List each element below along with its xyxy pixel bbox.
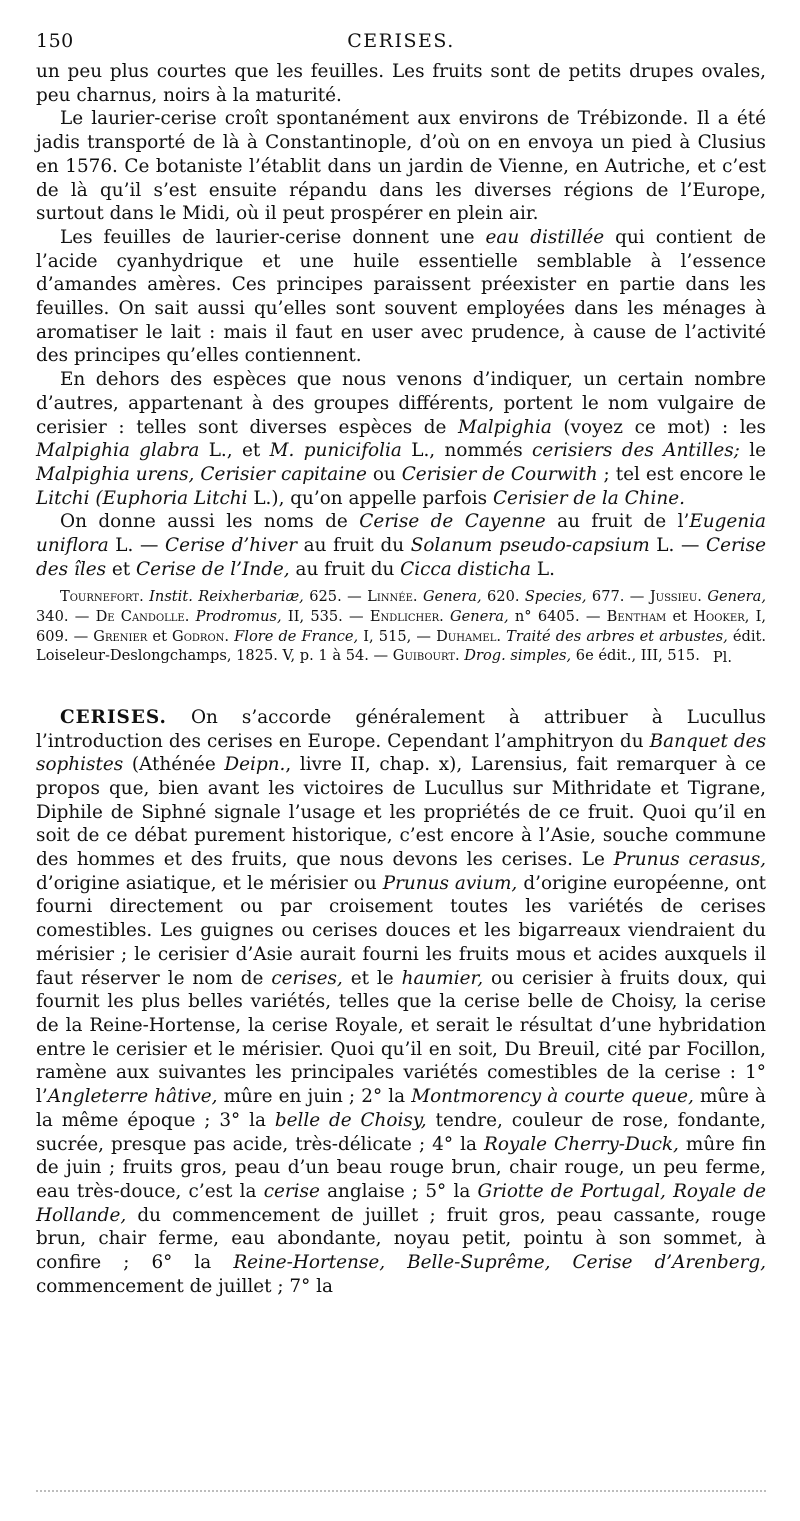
text-run: tendre, couleur de rose, fondante, sucrée, presque pas acide, très-délicate ; 4° la bbox=[36, 1109, 767, 1155]
paragraph-cerise-names bbox=[36, 510, 766, 581]
text-run: au fruit du bbox=[297, 535, 411, 557]
author-name: Endlicher bbox=[369, 608, 440, 626]
text-run: , I, 609. — bbox=[36, 608, 767, 645]
text-run: commencement de juillet ; 7° la bbox=[36, 1275, 334, 1297]
italic-run: Eugenia uniflora bbox=[36, 511, 766, 557]
text-run: L., nommés bbox=[401, 440, 533, 462]
italic-run: Cerise de l’Inde, bbox=[136, 558, 290, 580]
italic-run: Flore de France, bbox=[234, 627, 359, 645]
italic-run: Genera, bbox=[707, 588, 766, 606]
text-run: mûre à la même époque ; 3° la bbox=[36, 1086, 766, 1131]
italic-run: Prunus avium, bbox=[382, 872, 518, 894]
text-run: ; tel est encore le bbox=[597, 463, 767, 485]
text-run: anglaise ; 5° la bbox=[319, 1180, 478, 1202]
italic-run: Genera, bbox=[422, 588, 482, 606]
article-cerises bbox=[36, 706, 766, 1299]
italic-run: Drog. simples, bbox=[464, 647, 572, 665]
author-signature: Pl. bbox=[712, 648, 732, 666]
paragraph-other-species bbox=[36, 368, 766, 510]
text-run: . bbox=[184, 608, 196, 626]
text-run: . bbox=[224, 627, 235, 645]
text-run: d’origine asiatique, et le mérisier ou bbox=[36, 872, 383, 894]
text-run: 340. — bbox=[36, 608, 96, 626]
paragraph-origin bbox=[36, 107, 766, 226]
italic-run: Genera, bbox=[450, 608, 509, 626]
author-name: Jussieu bbox=[649, 588, 698, 606]
italic-run: Griotte de Portugal, Royale de Hollande, bbox=[36, 1180, 766, 1226]
italic-run: Cerisier de la Chine. bbox=[492, 487, 685, 509]
text-run: En dehors des espèces que nous venons d’indiquer, un certain nombre d’autres, appartenant à des groupes différents, portent le nom vulgaire de cerisier : telles sont diverses espèces de bbox=[36, 369, 766, 438]
text-run: 677. — bbox=[586, 588, 650, 606]
text-run: et le bbox=[342, 967, 402, 989]
italic-run: Cerise des îles bbox=[36, 535, 766, 580]
italic-run: Prodromus, bbox=[195, 608, 282, 626]
text-run: . bbox=[412, 588, 423, 606]
text-run: n° 6405. — bbox=[508, 608, 607, 626]
text-run: mûre en juin ; 2° la bbox=[217, 1086, 412, 1108]
text-run: . bbox=[139, 588, 150, 606]
document-page bbox=[36, 30, 766, 1298]
paragraph-distilled-water bbox=[36, 226, 766, 368]
text-run: L. — bbox=[649, 535, 706, 557]
author-name: Godron bbox=[172, 627, 225, 645]
author-name: Linnée bbox=[367, 588, 413, 606]
italic-run: belle de Choisy, bbox=[274, 1109, 427, 1131]
text-run: et bbox=[147, 627, 173, 645]
text-run: au fruit de l’ bbox=[545, 511, 690, 533]
text-run: II, 535. — bbox=[281, 608, 370, 626]
italic-run: Montmorency à courte queue, bbox=[411, 1086, 694, 1108]
text-run: . bbox=[439, 608, 450, 626]
text-run: . bbox=[697, 588, 708, 606]
text-run: 6e édit., III, 515. bbox=[571, 647, 700, 665]
author-name: Bentham bbox=[606, 608, 667, 626]
italic-run: Cerise d’hiver bbox=[165, 535, 298, 557]
italic-run: cerisiers des Antilles; bbox=[532, 440, 740, 462]
italic-run: Litchi (Euphoria Litchi bbox=[36, 487, 248, 509]
page-header bbox=[36, 30, 766, 60]
italic-run: Reine-Hortense, Belle-Suprême, Cerise d’Arenberg, bbox=[233, 1252, 766, 1274]
running-title: CERISES. bbox=[347, 30, 455, 52]
italic-run: Malpighia bbox=[458, 416, 552, 438]
italic-run: haumier, bbox=[401, 967, 484, 989]
text-run: qui contient de l’acide cyanhydrique et une huile essentielle semblable à l’essence d’amandes amères. Ces principes paraissent préexister en partie dans les feuilles. On sait aussi qu’elles sont souvent employées dans les ménages à aromatiser le lait : mais il faut en user avec prudence, à cause de l’activité des principes qu’elles contiennent. bbox=[36, 226, 767, 367]
text-run: le bbox=[739, 440, 767, 462]
italic-run: M. punicifolia bbox=[269, 440, 402, 462]
author-name: Tournefort bbox=[60, 588, 140, 606]
paragraph-continuation bbox=[36, 60, 766, 107]
italic-run: Malpighia glabra bbox=[36, 440, 200, 462]
italic-run: Species, bbox=[524, 588, 587, 606]
italic-run: Solanum pseudo-capsium bbox=[410, 535, 650, 557]
italic-run: Cicca disticha bbox=[400, 558, 532, 580]
italic-run: Instit. Reixherbariæ, bbox=[149, 588, 304, 606]
text-run: On donne aussi les noms de bbox=[60, 511, 360, 533]
text-run: L.), qu’on appelle parfois bbox=[247, 487, 493, 509]
page-number: 150 bbox=[36, 30, 74, 52]
text-run: L. — bbox=[108, 535, 166, 557]
author-name: Grenier bbox=[93, 627, 148, 645]
text-run: (voyez ce mot) : les bbox=[551, 416, 766, 438]
author-name: Hooker bbox=[693, 608, 745, 626]
text-run: , livre II, chap. x), Larensius, fait remarquer à ce propos que, bien avant les victoires de Lucullus sur Mithridate et Tigrane, Diphile de Siphné signale l’usage et les propriétés de ce fruit. Quoi qu’il en soit de ce débat purement historique, c’est encore à l’Asie, souche commune des hommes et des fruits, que nous devons les cerises. Le bbox=[36, 754, 766, 871]
text-run: mûre fin de juin ; fruits gros, peau d’un beau rouge brun, chair rouge, un peu ferme, eau très-douce, c’est la bbox=[36, 1133, 766, 1202]
italic-run: Angleterre hâtive, bbox=[47, 1086, 218, 1108]
italic-run: Cerisier de Courwith bbox=[401, 463, 598, 485]
text-run: d’origine européenne, ont fourni directement ou par croisement toutes les variétés de cerises comestibles. Les guignes ou cerises douces et les bigarreaux viendraient du mérisier ; le cerisier d’Asie aurait fourni les fruits mous et acides auxquels il faut réserver le nom de bbox=[36, 872, 766, 989]
text-run: édit. Loiseleur-Deslongchamps, 1825. V, p. 1 à 54. — bbox=[36, 627, 766, 665]
bottom-rule bbox=[36, 1490, 766, 1492]
text-run: Le laurier-cerise croît spontanément aux environs de Trébizonde. Il a été jadis transporté de là à Constantinople, d’où on en envoya un pied à Clusius en 1576. Ce botaniste l’établit dans un jardin de Vienne, en Autriche, et c’est de là qu’il s’est ensuite répandu dans les diverses régions de l’Europe, surtout dans le Midi, où il peut prospérer en plein air. bbox=[36, 108, 766, 225]
italic-run: Malpighia urens, Cerisier capitaine bbox=[36, 463, 367, 485]
italic-run: Royale Cherry-Duck, bbox=[483, 1133, 679, 1155]
text-run: . bbox=[455, 647, 465, 665]
text-run: L., et bbox=[199, 440, 270, 462]
text-run: 625. — bbox=[303, 588, 368, 606]
section-gap bbox=[36, 666, 766, 706]
text-run: L. bbox=[531, 558, 555, 580]
article-headword: CERISES. bbox=[60, 706, 167, 728]
text-run: ou cerisier à fruits doux, qui fournit les plus belles variétés, telles que la cerise belle de Choisy, la cerise de la Reine-Hortense, la cerise Royale, et serait le résultat d’une hybridation entre le cerisier et le mérisier. Quoi qu’il en soit, Du Breuil, cité par Focillon, ramène aux suivantes les principales variétés comestibles de la cerise : 1° l’ bbox=[36, 967, 766, 1108]
italic-run: Prunus cerasus, bbox=[613, 849, 766, 871]
text-run: un peu plus courtes que les feuilles. Les fruits sont de petits drupes ovales, peu charnus, noirs à la maturité. bbox=[36, 61, 766, 106]
italic-run: Deipn. bbox=[224, 754, 286, 776]
text-run: Les feuilles de laurier-cerise donnent une bbox=[60, 226, 486, 248]
text-run: et bbox=[666, 608, 694, 626]
text-run: 620. bbox=[481, 588, 525, 606]
text-run: et bbox=[106, 558, 136, 580]
italic-run: cerise bbox=[263, 1180, 320, 1202]
text-run: (Athénée bbox=[123, 754, 225, 776]
italic-run: Traité des arbres et arbustes, bbox=[506, 627, 728, 645]
italic-run: Cerise de Cayenne bbox=[359, 511, 546, 533]
text-run: au fruit du bbox=[289, 558, 401, 580]
text-run: I, 515, — bbox=[358, 627, 437, 645]
italic-run: eau distillée bbox=[485, 226, 605, 248]
text-run: ou bbox=[366, 463, 402, 485]
author-name: Duhamel bbox=[436, 627, 497, 645]
text-run: . bbox=[496, 627, 507, 645]
text-run: du commencement de juillet ; fruit gros, peau cassante, rouge brun, chair ferme, eau abondante, noyau petit, pointu à son sommet, à confire ; 6° la bbox=[36, 1204, 766, 1274]
author-name: De Candolle bbox=[95, 608, 185, 626]
italic-run: Banquet des sophistes bbox=[36, 730, 767, 776]
text-run: On s’accorde généralement à attribuer à Lucullus l’introduction des cerises en Europe. Cependant l’amphitryon du bbox=[36, 706, 766, 752]
bibliography bbox=[36, 587, 766, 665]
italic-run: cerises, bbox=[271, 967, 343, 989]
author-name: Guibourt bbox=[392, 647, 456, 665]
